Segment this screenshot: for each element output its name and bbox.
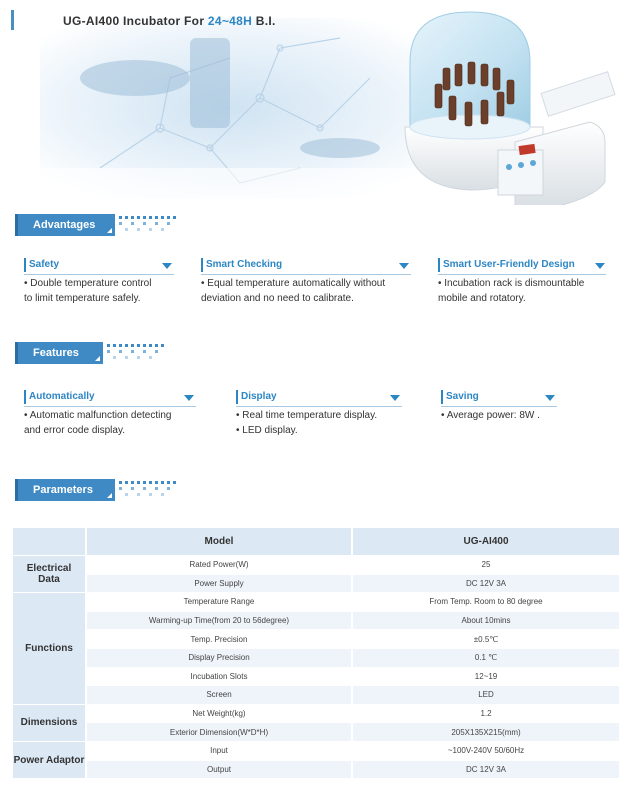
parameters-heading bbox=[15, 479, 205, 501]
feature-automatically bbox=[24, 390, 196, 436]
parameters-table bbox=[13, 528, 619, 779]
features-heading-label: Features bbox=[15, 342, 103, 364]
decorative-dots-icon bbox=[117, 214, 182, 236]
param-value: DC 12V 3A bbox=[353, 761, 619, 780]
param-label: Display Precision bbox=[87, 649, 353, 668]
category-dimensions: Dimensions bbox=[13, 705, 87, 742]
feature-title: Saving bbox=[441, 390, 557, 404]
param-label: Input bbox=[87, 742, 353, 761]
advantage-desc: • Equal temperature automatically without deviation and no need to calibrate. bbox=[201, 278, 386, 304]
incubator-device-image bbox=[395, 2, 625, 205]
param-value: 205X135X215(mm) bbox=[353, 723, 619, 742]
param-label: Exterior Dimension(W*D*H) bbox=[87, 723, 353, 742]
param-label: Temperature Range bbox=[87, 593, 353, 612]
title-highlight: 24~48H bbox=[207, 14, 253, 28]
title-accent-bar bbox=[11, 10, 14, 30]
decorative-dots-icon bbox=[105, 342, 170, 364]
column-header-value: UG-AI400 bbox=[353, 528, 619, 556]
table-row bbox=[13, 593, 619, 612]
decorative-dots-icon bbox=[117, 479, 182, 501]
advantage-title: Safety bbox=[24, 258, 174, 272]
param-label: Power Supply bbox=[87, 575, 353, 594]
category-functions: Functions bbox=[13, 593, 87, 705]
table-row bbox=[13, 705, 619, 724]
page-title: UG-AI400 Incubator For 24~48H B.I. bbox=[63, 14, 276, 28]
feature-saving bbox=[441, 390, 557, 421]
param-value: From Temp. Room to 80 degree bbox=[353, 593, 619, 612]
table-row bbox=[13, 612, 619, 631]
chevron-down-icon bbox=[390, 395, 400, 401]
param-label: Output bbox=[87, 761, 353, 780]
advantages-heading bbox=[15, 214, 185, 236]
category-power-adaptor: Power Adaptor bbox=[13, 742, 87, 779]
param-value: ~100V-240V 50/60Hz bbox=[353, 742, 619, 761]
feature-title: Automatically bbox=[24, 390, 196, 404]
chevron-down-icon bbox=[595, 263, 605, 269]
table-row bbox=[13, 742, 619, 761]
param-label: Screen bbox=[87, 686, 353, 705]
param-value: 12~19 bbox=[353, 668, 619, 687]
advantage-title: Smart User-Friendly Design bbox=[438, 258, 606, 272]
table-row bbox=[13, 761, 619, 780]
chevron-down-icon bbox=[399, 263, 409, 269]
feature-desc: • Automatic malfunction detecting and error code display. bbox=[24, 410, 172, 436]
table-header-row bbox=[13, 528, 619, 556]
feature-title: Display bbox=[236, 390, 402, 404]
param-value: ±0.5℃ bbox=[353, 630, 619, 649]
table-row bbox=[13, 723, 619, 742]
advantage-desc: • Double temperature control to limit temperature safely. bbox=[24, 278, 152, 304]
param-label: Net Weight(kg) bbox=[87, 705, 353, 724]
parameters-heading-label: Parameters bbox=[15, 479, 115, 501]
param-label: Temp. Precision bbox=[87, 630, 353, 649]
param-value: DC 12V 3A bbox=[353, 575, 619, 594]
advantage-title: Smart Checking bbox=[201, 258, 411, 272]
hero-banner bbox=[0, 0, 628, 205]
feature-display bbox=[236, 390, 402, 436]
table-row bbox=[13, 630, 619, 649]
chevron-down-icon bbox=[545, 395, 555, 401]
column-header-model: Model bbox=[87, 528, 353, 556]
table-row bbox=[13, 649, 619, 668]
param-label: Incubation Slots bbox=[87, 668, 353, 687]
table-row bbox=[13, 575, 619, 594]
param-value: 1.2 bbox=[353, 705, 619, 724]
table-row bbox=[13, 668, 619, 687]
category-electrical-data: Electrical Data bbox=[13, 556, 87, 593]
advantages-heading-label: Advantages bbox=[15, 214, 115, 236]
param-value: About 10mins bbox=[353, 612, 619, 631]
param-label: Warming-up Time(from 20 to 56degree) bbox=[87, 612, 353, 631]
param-label: Rated Power(W) bbox=[87, 556, 353, 575]
table-row bbox=[13, 556, 619, 575]
advantage-smart-checking bbox=[201, 258, 411, 304]
advantage-desc: • Incubation rack is dismountable mobile and rotatory. bbox=[438, 278, 585, 304]
feature-desc: • Average power: 8W . bbox=[441, 410, 540, 421]
table-row bbox=[13, 686, 619, 705]
param-value: LED bbox=[353, 686, 619, 705]
feature-desc: • Real time temperature display. • LED display. bbox=[236, 410, 378, 436]
features-heading bbox=[15, 342, 185, 364]
param-value: 25 bbox=[353, 556, 619, 575]
param-value: 0.1 ℃ bbox=[353, 649, 619, 668]
chevron-down-icon bbox=[162, 263, 172, 269]
chevron-down-icon bbox=[184, 395, 194, 401]
advantage-user-friendly bbox=[438, 258, 606, 304]
advantage-safety bbox=[24, 258, 174, 304]
